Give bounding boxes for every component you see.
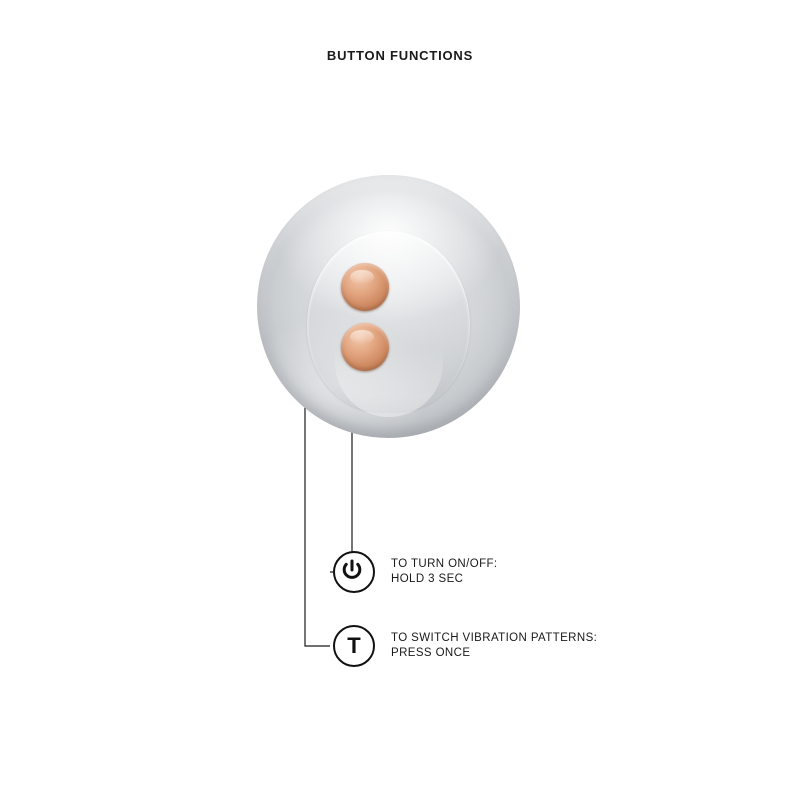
callout-power: [333, 551, 498, 593]
callout-power-line2: HOLD 3 SEC: [391, 573, 464, 585]
device-illustration: [257, 175, 520, 438]
callout-mode: [333, 625, 597, 667]
device-power-button[interactable]: [341, 263, 389, 311]
page-title: BUTTON FUNCTIONS: [326, 48, 474, 63]
callout-power-line1: TO TURN ON/OFF:: [391, 558, 498, 570]
power-icon: [333, 551, 375, 593]
t-letter-glyph: T: [347, 632, 361, 658]
device-mode-button[interactable]: [341, 323, 389, 371]
callout-power-text: [391, 557, 498, 587]
callout-mode-text: [391, 631, 597, 661]
t-letter-icon: [333, 625, 375, 667]
callout-mode-line1: TO SWITCH VIBRATION PATTERNS:: [391, 632, 598, 644]
callout-mode-line2: PRESS ONCE: [391, 647, 471, 659]
keypad-ridge: [307, 231, 470, 411]
